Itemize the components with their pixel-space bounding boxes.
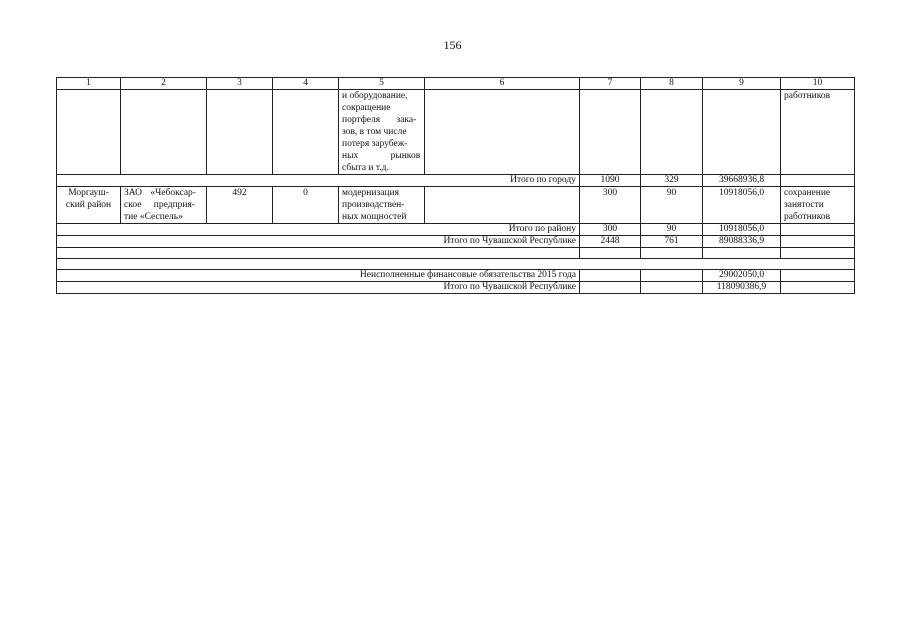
text-line: сокращение [342, 103, 391, 113]
republic-total-row [57, 236, 855, 248]
table-cell [781, 224, 855, 236]
header-cell: 6 [425, 78, 580, 90]
text-line: ных рынков [342, 151, 421, 161]
header-cell: 4 [273, 78, 339, 90]
header-cell: 8 [641, 78, 703, 90]
total-value: 90 [641, 224, 703, 236]
table-cell [781, 236, 855, 248]
measure-cell [339, 90, 425, 175]
text-line: тие «Сеспель» [124, 212, 183, 222]
total-value: 329 [641, 175, 703, 187]
table-cell [641, 90, 703, 175]
continuation-row [57, 90, 855, 175]
outcome-cell: работников [781, 90, 855, 175]
table-cell [57, 90, 121, 175]
table-cell: 492 [207, 187, 273, 224]
outcome-cell [781, 187, 855, 224]
empty-row [57, 259, 855, 270]
table-cell [273, 90, 339, 175]
table-cell [57, 259, 855, 270]
total-value: 761 [641, 236, 703, 248]
text-line: ское предприя- [124, 200, 196, 210]
page-number: 156 [443, 38, 462, 52]
empty-row [57, 248, 855, 259]
text-line: занятости [784, 200, 824, 210]
table-cell: 300 [580, 187, 641, 224]
unfulfilled-row [57, 270, 855, 282]
table-cell [641, 282, 703, 294]
text-line: сбыта и т.д. [342, 163, 389, 173]
table-cell: 0 [273, 187, 339, 224]
text-line: Моргауш- [68, 188, 109, 198]
total-label: Итого по Чувашской Республике [57, 236, 580, 248]
header-cell: 10 [781, 78, 855, 90]
total-label: Итого по городу [57, 175, 580, 187]
text-line: портфеля зака- [342, 115, 417, 125]
total-value: 10918056,0 [703, 224, 781, 236]
city-total-row [57, 175, 855, 187]
district-total-row [57, 224, 855, 236]
total-value: 2448 [580, 236, 641, 248]
table-cell [580, 282, 641, 294]
table-cell [641, 248, 703, 259]
header-cell: 3 [207, 78, 273, 90]
table-cell [781, 282, 855, 294]
table-cell [580, 90, 641, 175]
text-line: ский район [65, 200, 112, 210]
table-cell [781, 175, 855, 187]
header-cell: 2 [121, 78, 207, 90]
total-value: 1090 [580, 175, 641, 187]
text-line: производствен- [342, 200, 405, 210]
total-value: 39668936,8 [703, 175, 781, 187]
table-cell [580, 248, 641, 259]
header-cell: 1 [57, 78, 121, 90]
measure-cell [339, 187, 425, 224]
header-cell: 9 [703, 78, 781, 90]
table-cell: 10918056,0 [703, 187, 781, 224]
header-cell: 5 [339, 78, 425, 90]
text-line: сохранение [784, 188, 831, 198]
header-row [57, 78, 855, 90]
text-line: зов, в том числе [342, 127, 407, 137]
text-line: ЗАО «Чебоксар- [124, 188, 196, 198]
table-cell [121, 90, 207, 175]
text-line [342, 90, 421, 102]
table-cell [425, 187, 580, 224]
text-line: модернизация [342, 188, 399, 198]
text-line: потеря зарубеж- [342, 139, 408, 149]
total-label: Итого по Чувашской Республике [57, 282, 580, 294]
enterprise-cell [121, 187, 207, 224]
table-cell [425, 90, 580, 175]
table-cell [57, 248, 580, 259]
total-value: 89088336,9 [703, 236, 781, 248]
text-line: работников [784, 212, 831, 222]
text-line: ных мощностей [342, 212, 407, 222]
report-table [56, 77, 855, 294]
text-line: и оборудование, [342, 91, 408, 101]
total-value: 29002050,0 [703, 270, 781, 282]
total-label: Неисполненные финансовые обязательства 2015 года [57, 270, 580, 282]
table-cell [781, 248, 855, 259]
total-value: 118090386,9 [703, 282, 781, 294]
grand-total-row [57, 282, 855, 294]
table-cell [781, 270, 855, 282]
table-cell [641, 270, 703, 282]
table-cell [703, 90, 781, 175]
table-cell [580, 270, 641, 282]
district-row [57, 187, 855, 224]
table-cell [207, 90, 273, 175]
header-cell: 7 [580, 78, 641, 90]
total-label: Итого по району [57, 224, 580, 236]
table-cell: 90 [641, 187, 703, 224]
table-cell [703, 248, 781, 259]
district-cell [57, 187, 121, 224]
total-value: 300 [580, 224, 641, 236]
